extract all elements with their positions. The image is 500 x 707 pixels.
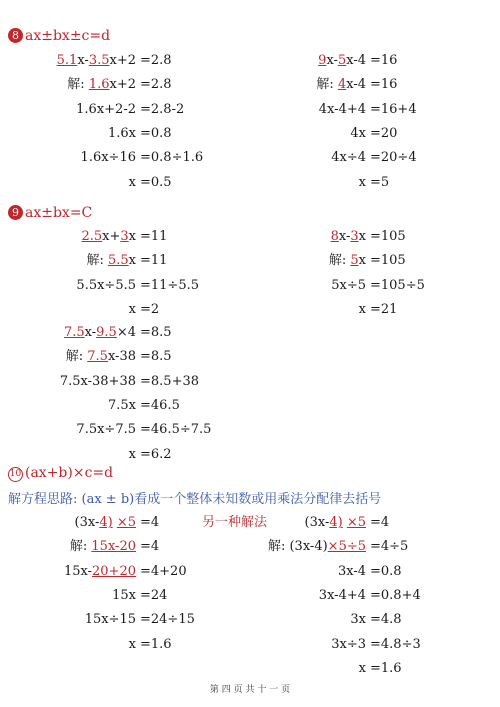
equation-left-side <box>75 514 137 532</box>
equation-term: 4x <box>350 125 366 141</box>
section-number-badge: 8 <box>8 28 23 43</box>
highlighted-term: 4) <box>99 515 113 530</box>
equation-right-side: =4 <box>370 515 390 530</box>
equation-left-side <box>359 660 366 678</box>
highlighted-term: 9 <box>318 53 327 68</box>
equation-right-side: =0.5 <box>140 174 172 190</box>
equation-term: 7.5x <box>107 397 136 413</box>
equation-left-side <box>331 149 366 167</box>
equation-left-side <box>129 174 136 192</box>
page-footer: 第 四 页 共 十 一 页 <box>209 685 291 695</box>
equation-term: 解: <box>316 77 338 93</box>
equation-left-side <box>86 252 136 270</box>
equation-term: x <box>128 301 136 317</box>
equation-left-side <box>350 125 366 143</box>
equation-right-side: =8.5+38 <box>140 373 200 389</box>
equation-right-side: =105 <box>370 253 406 269</box>
equation-right-side: =105÷5 <box>370 277 425 293</box>
equation-term: x+2 <box>109 53 136 68</box>
equation-right-side: =1.6 <box>140 636 172 652</box>
section-title: ax±bx±c=d <box>25 28 111 44</box>
equation-right-side: =11 <box>140 253 168 269</box>
highlighted-term: 3.5 <box>88 53 110 68</box>
highlighted-term: 4 <box>337 77 347 93</box>
equation-right-side: =16+4 <box>370 101 417 117</box>
equation-term: 解: <box>65 349 88 365</box>
equation-left-side <box>76 421 136 439</box>
equation-left-side <box>112 587 136 605</box>
equation-left-side <box>316 76 366 94</box>
equation-left-side <box>129 446 136 464</box>
equation-left-side <box>67 76 136 94</box>
equation-left-side <box>108 397 136 415</box>
equation-left-side <box>331 636 366 654</box>
highlighted-term: 5 <box>337 53 347 68</box>
equation-right-side: =0.8 <box>370 563 402 579</box>
highlighted-term: ×5 <box>346 515 366 530</box>
equation-term: 3x÷3 <box>331 636 366 652</box>
highlighted-term: 3 <box>120 229 129 244</box>
equation-term: x <box>358 229 366 244</box>
highlighted-term: 3 <box>350 229 359 244</box>
equation-right-side: =16 <box>370 53 398 68</box>
equation-term: x <box>128 446 136 462</box>
equation-left-side <box>319 587 366 605</box>
equation-term: 4x÷4 <box>331 150 366 166</box>
equation-left-side <box>76 101 136 119</box>
equation-term: 7.5x-38+38 <box>59 373 136 389</box>
equation-left-side <box>331 228 366 246</box>
equation-left-side <box>81 149 136 167</box>
highlighted-term: 8 <box>330 229 339 244</box>
equation-term: x- <box>77 53 89 68</box>
equation-right-side: =20 <box>370 125 398 141</box>
highlighted-term: 5.5 <box>107 253 129 269</box>
section-title: ax±bx=C <box>25 205 93 221</box>
equation-term: x+ <box>102 229 121 244</box>
section-9-heading <box>8 205 92 221</box>
equation-right-side: =46.5÷7.5 <box>140 422 212 438</box>
equation-left-side <box>350 611 366 629</box>
equation-left-side <box>359 301 366 319</box>
equation-right-side: =0.8 <box>140 125 172 141</box>
equation-term: 15x <box>112 587 136 603</box>
equation-left-side <box>64 324 136 342</box>
equation-right-side: =2.8-2 <box>140 101 185 117</box>
equation-left-side <box>64 563 136 581</box>
equation-term: (3x- <box>304 515 330 530</box>
equation-term: 5.5x÷5.5 <box>76 277 136 293</box>
equation-right-side: =1.6 <box>370 660 402 676</box>
highlighted-term: 15x-20 <box>91 539 136 555</box>
highlighted-term: 20+20 <box>92 563 136 579</box>
highlighted-term: 9.5 <box>96 325 117 340</box>
equation-right-side: =8.5 <box>140 325 172 340</box>
equation-term: x <box>358 660 366 676</box>
equation-term: 3x <box>350 612 366 628</box>
highlighted-term: 2.5 <box>81 229 103 244</box>
equation-term: 解: <box>86 253 108 269</box>
equation-term: x- <box>338 229 351 244</box>
equation-right-side: =4÷5 <box>370 539 409 555</box>
section-10-heading <box>8 465 113 482</box>
equation-left-side <box>70 538 136 556</box>
equation-term: 解: <box>328 253 351 269</box>
equation-right-side: =46.5 <box>140 397 180 413</box>
equation-term: 15x- <box>63 563 93 579</box>
equation-term: x+2 <box>109 77 136 93</box>
equation-term: x-38 <box>107 349 136 365</box>
equation-term: x- <box>84 325 97 340</box>
equation-right-side: =4.8÷3 <box>370 636 421 652</box>
equation-right-side: =24 <box>140 587 168 603</box>
equation-left-side <box>319 101 366 119</box>
equation-left-side <box>318 52 366 70</box>
equation-right-side: =0.8+4 <box>370 587 421 603</box>
equation-term: 4x-4+4 <box>318 101 366 117</box>
equation-left-side <box>359 174 366 192</box>
equation-term: 7.5x÷7.5 <box>76 422 136 438</box>
equation-term: x- <box>326 53 338 68</box>
equation-term: 1.6x <box>107 125 136 141</box>
section-title: (ax+b)×c=d <box>25 465 114 481</box>
equation-right-side: =2.8 <box>140 53 172 68</box>
solving-tip-note: 解方程思路: (ax ± b)看成一个整体未知数或用乘法分配律去括号 <box>8 492 382 507</box>
highlighted-term: ×5 <box>116 515 136 530</box>
section-number-badge: 10 <box>8 467 23 482</box>
equation-right-side: =4.8 <box>370 612 402 628</box>
equation-right-side: =4+20 <box>140 563 187 579</box>
equation-right-side: =21 <box>370 301 398 317</box>
equation-term: 15x÷15 <box>84 612 136 628</box>
section-number-badge: 9 <box>8 205 23 220</box>
highlighted-term: 5.1 <box>56 53 78 68</box>
equation-right-side: =0.8÷1.6 <box>140 150 204 166</box>
equation-right-side: =11 <box>140 229 168 244</box>
equation-left-side <box>60 373 136 391</box>
equation-term: 1.6x+2-2 <box>76 101 136 117</box>
equation-left-side <box>338 563 366 581</box>
equation-left-side <box>85 611 136 629</box>
equation-term: x <box>128 636 136 652</box>
equation-term: 1.6x÷16 <box>80 150 136 166</box>
equation-term: 3x-4+4 <box>318 587 366 603</box>
equation-term: x <box>358 301 366 317</box>
equation-right-side: =11÷5.5 <box>140 277 200 293</box>
highlighted-term: ×5÷5 <box>327 539 366 555</box>
equation-left-side <box>76 277 136 295</box>
equation-term: 5x÷5 <box>331 277 366 293</box>
equation-left-side <box>329 252 366 270</box>
equation-term: x <box>358 253 366 269</box>
equation-term: 3x-4 <box>337 563 366 579</box>
equation-term: x <box>128 253 136 269</box>
equation-right-side: =5 <box>370 174 390 190</box>
equation-left-side <box>305 514 367 532</box>
equation-right-side: =16 <box>370 77 398 93</box>
equation-term: ×4 <box>116 325 136 340</box>
equation-right-side: =105 <box>370 229 406 244</box>
equation-right-side: =6.2 <box>140 446 172 462</box>
equation-right-side: =2.8 <box>140 77 172 93</box>
highlighted-term: 7.5 <box>63 325 85 340</box>
equation-term: 解: <box>69 539 92 555</box>
equation-term: 解: (3x-4) <box>267 539 328 555</box>
equation-right-side: =20÷4 <box>370 150 417 166</box>
equation-left-side <box>129 636 136 654</box>
equation-left-side <box>108 125 136 143</box>
equation-left-side <box>129 301 136 319</box>
section-8-heading <box>8 28 110 44</box>
equation-term: 解: <box>67 77 89 93</box>
equation-right-side: =4 <box>140 539 160 555</box>
alternative-method-label: 另一种解法 <box>202 515 268 530</box>
equation-right-side: =4 <box>140 515 160 530</box>
equation-term: x-4 <box>346 53 366 68</box>
equation-left-side <box>66 348 136 366</box>
equation-term: (3x- <box>74 515 100 530</box>
equation-left-side <box>268 538 366 556</box>
equation-term: x-4 <box>346 77 366 93</box>
equation-left-side <box>81 228 136 246</box>
equation-term: x <box>128 174 136 190</box>
equation-left-side <box>57 52 136 70</box>
equation-term: x <box>128 229 136 244</box>
equation-left-side <box>331 277 366 295</box>
highlighted-term: 5 <box>350 253 359 269</box>
highlighted-term: 7.5 <box>87 349 108 365</box>
equation-right-side: =24÷15 <box>140 612 195 628</box>
highlighted-term: 4) <box>329 515 343 530</box>
highlighted-term: 1.6 <box>88 77 110 93</box>
equation-right-side: =2 <box>140 301 160 317</box>
equation-right-side: =8.5 <box>140 349 172 365</box>
equation-term: x <box>358 174 366 190</box>
